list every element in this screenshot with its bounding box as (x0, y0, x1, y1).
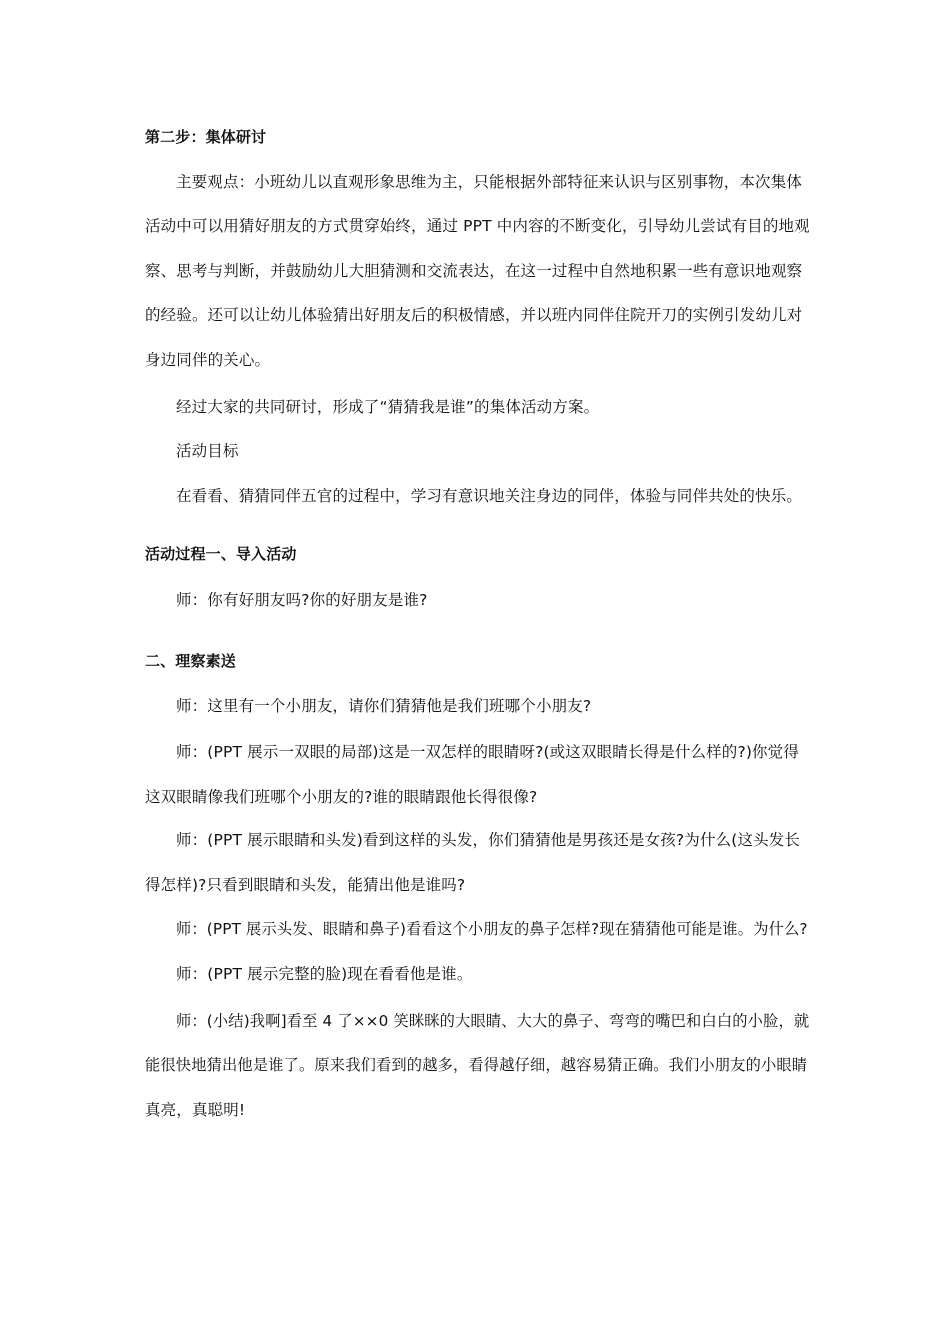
process2-line-8: 师：(小结)我啊]看至 4 了××0 笑眯眯的大眼睛、大大的鼻子、弯弯的嘴巴和白白的小脸，就 (176, 1012, 810, 1030)
goal-title: 活动目标 (176, 442, 239, 460)
process2-heading: 二、理察素送 (145, 652, 236, 670)
goal-text: 在看看、猜猜同伴五官的过程中，学习有意识地关注身边的同伴，体验与同伴共处的快乐。 (176, 487, 803, 505)
process2-line-7: 师：(PPT 展示完整的脸)现在看看他是谁。 (176, 965, 473, 983)
main-view-line-5: 身边同伴的关心。 (145, 351, 271, 369)
process1-heading: 活动过程一、导入活动 (145, 545, 297, 563)
process2-line-4: 师：(PPT 展示眼睛和头发)看到这样的头发，你们猜猜他是男孩还是女孩?为什么(这头发长 (176, 831, 801, 849)
plan-sentence: 经过大家的共同研讨，形成了“猜猜我是谁”的集体活动方案。 (176, 398, 600, 416)
main-view-line-1: 主要观点：小班幼儿以直观形象思维为主，只能根据外部特征来认识与区别事物，本次集体 (176, 173, 803, 191)
process2-line-2: 师：(PPT 展示一双眼的局部)这是一双怎样的眼睛呀?(或这双眼睛长得是什么样的?)你觉得 (176, 743, 799, 761)
main-view-line-3: 察、思考与判断，并鼓励幼儿大胆猜测和交流表达，在这一过程中自然地积累一些有意识地观察 (145, 262, 803, 280)
process2-line-10: 真亮，真聪明! (145, 1101, 246, 1119)
process2-line-3: 这双眼睛像我们班哪个小朋友的?谁的眼睛跟他长得很像? (145, 788, 538, 806)
process2-line-5: 得怎样)?只看到眼睛和头发，能猜出他是谁吗? (145, 876, 466, 894)
main-view-line-2: 活动中可以用猜好朋友的方式贯穿始终，通过 PPT 中内容的不断变化，引导幼儿尝试有目的地观 (145, 217, 810, 235)
process2-line-9: 能很快地猜出他是谁了。原来我们看到的越多，看得越仔细，越容易猜正确。我们小朋友的小眼睛 (145, 1056, 808, 1074)
process2-line-1: 师：这里有一个小朋友，请你们猜猜他是我们班哪个小朋友? (176, 697, 592, 715)
process1-text: 师：你有好朋友吗?你的好朋友是谁? (176, 591, 428, 609)
process2-line-6: 师：(PPT 展示头发、眼睛和鼻子)看看这个小朋友的鼻子怎样?现在猜猜他可能是谁。为什么? (176, 920, 808, 938)
step2-heading: 第二步：集体研讨 (145, 128, 267, 146)
main-view-line-4: 的经验。还可以让幼儿体验猜出好朋友后的积极情感，并以班内同伴住院开刀的实例引发幼儿对 (145, 306, 803, 324)
